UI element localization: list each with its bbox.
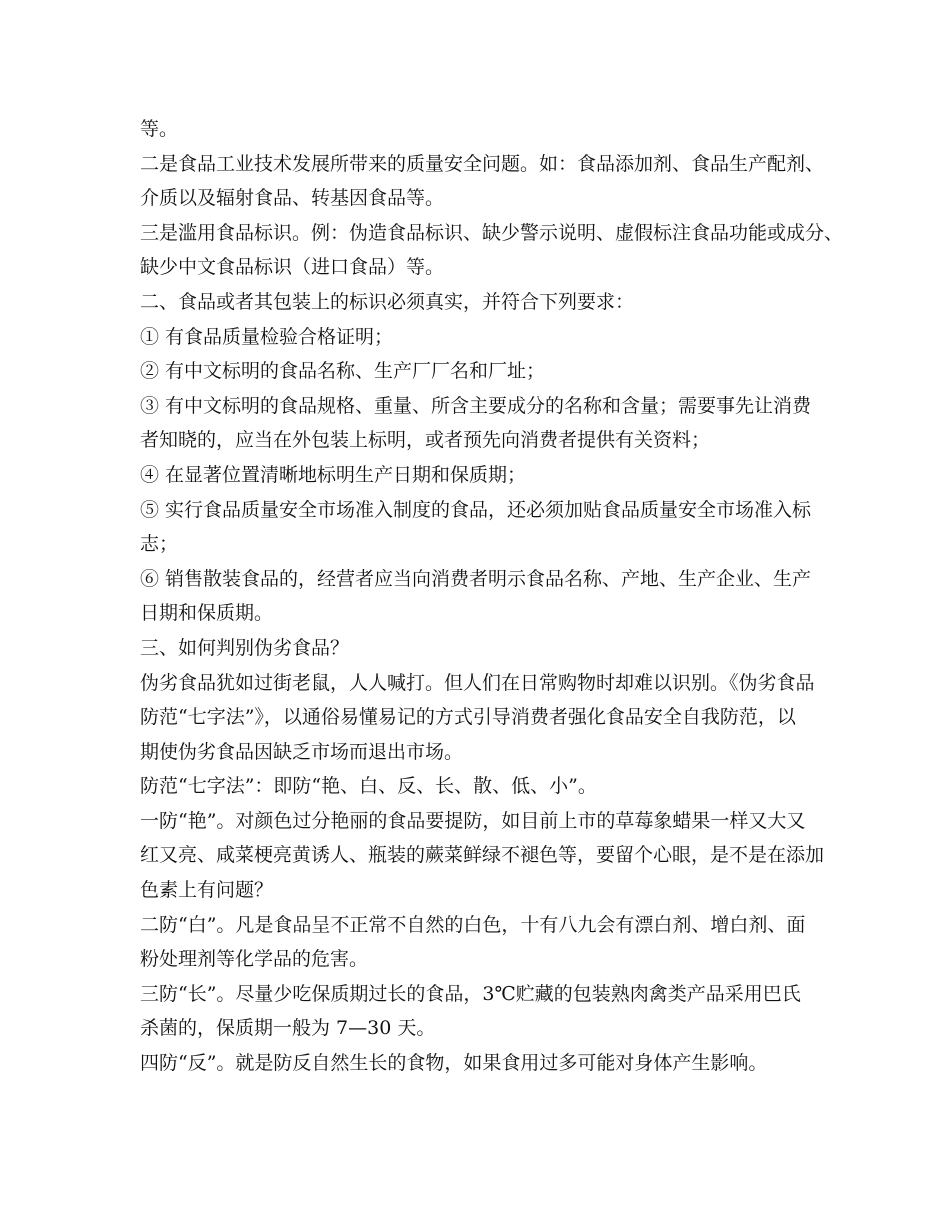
text-line: 等。 — [140, 118, 179, 140]
text-line: 二防“白”。凡是食品呈不正常不自然的白色，十有八九会有漂白剂、增白剂、面 — [140, 913, 806, 936]
text-line: 缺少中文食品标识（进口食品）等。 — [140, 256, 445, 279]
text-line: 防范“七字法”》，以通俗易懂易记的方式引导消费者强化食品安全自我防范，以 — [140, 706, 796, 729]
text-line: 者知晓的，应当在外包装上标明，或者预先向消费者提供有关资料； — [140, 429, 711, 452]
list-item: ⑤ 实行食品质量安全市场准入制度的食品，还必须加贴食品质量安全市场准入标 — [140, 498, 812, 521]
text-line: 志； — [140, 533, 179, 556]
text-line: 介质以及辐射食品、转基因食品等。 — [140, 187, 445, 210]
list-item: ① 有食品质量检验合格证明； — [140, 325, 394, 348]
document-body — [140, 112, 844, 1081]
text-line: 防范“七字法”：即防“艳、白、反、长、散、低、小”。 — [140, 775, 597, 798]
text-line: 伪劣食品犹如过街老鼠，人人喊打。但人们在日常购物时却难以识别。《伪劣食品 — [140, 671, 815, 694]
list-item: ④ 在显著位置清晰地标明生产日期和保质期； — [140, 463, 527, 486]
text-line: 杀菌的，保质期一般为 7—30 天。 — [140, 1017, 436, 1040]
text-line: 粉处理剂等化学品的危害。 — [140, 948, 369, 971]
text-line: 三防“长”。尽量少吃保质期过长的食品，3℃贮藏的包装熟肉禽类产品采用巴氏 — [140, 982, 801, 1005]
text-line: 期使伪劣食品因缺乏市场而退出市场。 — [140, 740, 464, 763]
list-item: ③ 有中文标明的食品规格、重量、所含主要成分的名称和含量；需要事先让消费 — [140, 394, 812, 417]
section-heading: 二、食品或者其包装上的标识必须真实，并符合下列要求： — [140, 290, 635, 313]
list-item: ⑥ 销售散装食品的，经营者应当向消费者明示食品名称、产地、生产企业、生产 — [140, 567, 812, 590]
section-heading: 三、如何判别伪劣食品？ — [140, 636, 350, 659]
list-item: ② 有中文标明的食品名称、生产厂厂名和厂址； — [140, 360, 546, 383]
text-line: 色素上有问题？ — [140, 879, 274, 902]
text-line: 一防“艳”。对颜色过分艳丽的食品要提防，如目前上市的草莓象蜡果一样又大又 — [140, 809, 806, 832]
text-line: 二是食品工业技术发展所带来的质量安全问题。如：食品添加剂、食品生产配剂、 — [140, 152, 825, 175]
text-line: 三是滥用食品标识。例：伪造食品标识、缺少警示说明、虚假标注食品功能或成分、 — [140, 221, 844, 244]
text-line: 日期和保质期。 — [140, 602, 274, 625]
text-line: 红又亮、咸菜梗亮黄诱人、瓶装的蕨菜鲜绿不褪色等，要留个心眼，是不是在添加 — [140, 844, 825, 867]
text-line: 四防“反”。就是防反自然生长的食物，如果食用过多可能对身体产生影响。 — [140, 1052, 768, 1075]
